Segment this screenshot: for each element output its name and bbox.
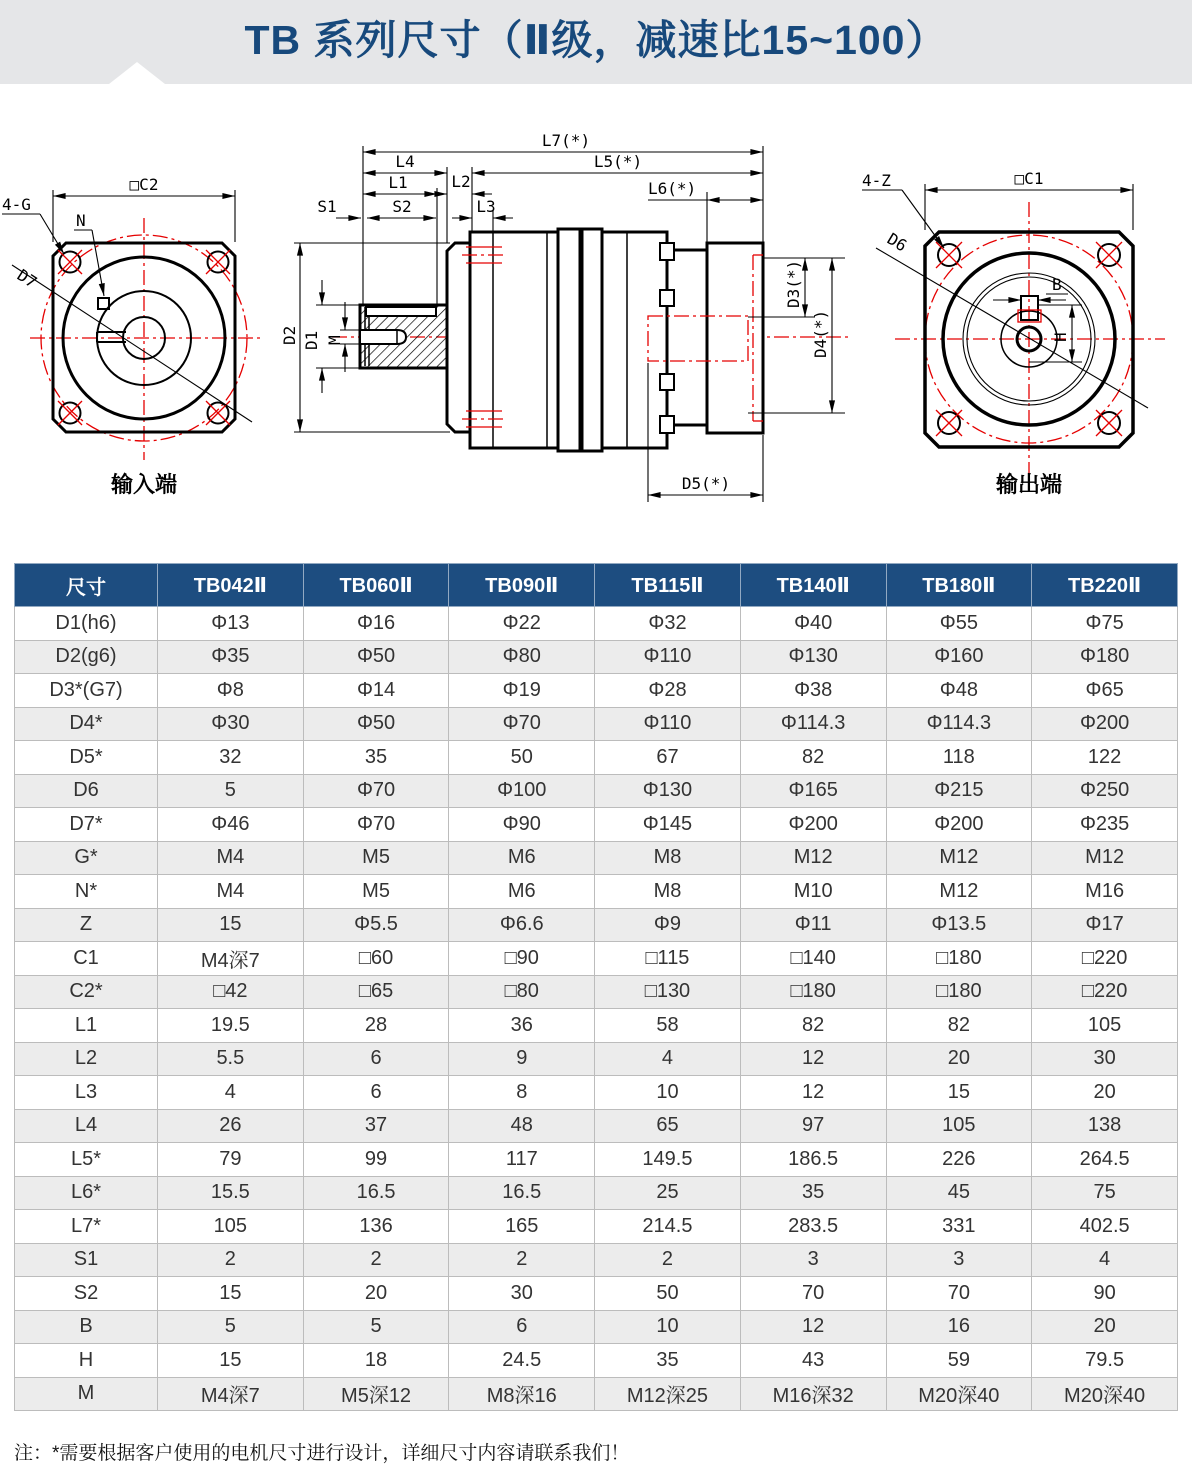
dim-value-cell: 2 bbox=[595, 1243, 741, 1277]
dim-value-cell: Φ5.5 bbox=[303, 908, 449, 942]
table-row bbox=[15, 1310, 1178, 1344]
table-row bbox=[15, 1042, 1178, 1076]
dim-label-cell: C1 bbox=[15, 942, 158, 976]
table-row bbox=[15, 1210, 1178, 1244]
dim-value-cell: □180 bbox=[740, 975, 886, 1009]
dim-label-cell: D3*(G7) bbox=[15, 674, 158, 708]
dim-value-cell: 16 bbox=[886, 1310, 1032, 1344]
dim-value-cell: 186.5 bbox=[740, 1143, 886, 1177]
dim-value-cell: □60 bbox=[303, 942, 449, 976]
dim-value-cell: 82 bbox=[740, 1009, 886, 1043]
dim-value-cell: 82 bbox=[740, 741, 886, 775]
dim-value-cell: M4深7 bbox=[158, 1377, 304, 1411]
output-cylinder bbox=[707, 243, 763, 433]
dim-value-cell: 105 bbox=[1032, 1009, 1178, 1043]
dim-value-cell: 36 bbox=[449, 1009, 595, 1043]
dim-label-cell: C2* bbox=[15, 975, 158, 1009]
dim-value-cell: Φ65 bbox=[1032, 674, 1178, 708]
table-row bbox=[15, 1143, 1178, 1177]
dim-value-cell: Φ32 bbox=[595, 607, 741, 641]
table-row bbox=[15, 875, 1178, 909]
table-row bbox=[15, 1009, 1178, 1043]
dim-value-cell: 105 bbox=[886, 1109, 1032, 1143]
dim-value-cell: Φ16 bbox=[303, 607, 449, 641]
table-row bbox=[15, 1076, 1178, 1110]
dim-label-cell: B bbox=[15, 1310, 158, 1344]
dim-value-cell: Φ17 bbox=[1032, 908, 1178, 942]
dim-value-cell: □220 bbox=[1032, 942, 1178, 976]
dim-value-cell: Φ160 bbox=[886, 640, 1032, 674]
table-row bbox=[15, 942, 1178, 976]
footnote: 注：*需要根据客户使用的电机尺寸进行设计，详细尺寸内容请联系我们！ bbox=[14, 1443, 630, 1464]
dim-value-cell: Φ30 bbox=[158, 707, 304, 741]
dim-value-cell: 10 bbox=[595, 1076, 741, 1110]
dim-label-cell: L6* bbox=[15, 1176, 158, 1210]
dim-value-cell: 5 bbox=[303, 1310, 449, 1344]
dim-label-cell: Z bbox=[15, 908, 158, 942]
l4-label: L4 bbox=[395, 152, 415, 171]
m-label: M bbox=[325, 335, 344, 345]
table-row bbox=[15, 640, 1178, 674]
dim-value-cell: Φ235 bbox=[1032, 808, 1178, 842]
d7-diagonal bbox=[12, 265, 252, 422]
dim-value-cell: 26 bbox=[158, 1109, 304, 1143]
dim-value-cell: 9 bbox=[449, 1042, 595, 1076]
shaft-bore bbox=[360, 330, 406, 344]
dim-value-cell: M6 bbox=[449, 875, 595, 909]
dim-value-cell: 12 bbox=[740, 1076, 886, 1110]
table-row bbox=[15, 1344, 1178, 1378]
dims-table bbox=[14, 563, 1178, 1411]
d2-label: D2 bbox=[280, 325, 299, 345]
dim-value-cell: 67 bbox=[595, 741, 741, 775]
dim-label-cell: D2(g6) bbox=[15, 640, 158, 674]
dim-value-cell: 15 bbox=[158, 1277, 304, 1311]
dim-value-cell: 3 bbox=[886, 1243, 1032, 1277]
dim-value-cell: 10 bbox=[595, 1310, 741, 1344]
dim-value-cell: □180 bbox=[886, 975, 1032, 1009]
dim-value-cell: Φ50 bbox=[303, 707, 449, 741]
dim-label-cell: D5* bbox=[15, 741, 158, 775]
dim-label-cell: D1(h6) bbox=[15, 607, 158, 641]
dim-value-cell: Φ55 bbox=[886, 607, 1032, 641]
model-column-header: TB060Ⅱ bbox=[303, 564, 449, 607]
b-label: B bbox=[1052, 275, 1062, 294]
dim-value-cell: 136 bbox=[303, 1210, 449, 1244]
table-row bbox=[15, 607, 1178, 641]
dim-value-cell: M8 bbox=[595, 841, 741, 875]
l7-label: L7(*) bbox=[541, 131, 591, 150]
dim-value-cell: 15 bbox=[886, 1076, 1032, 1110]
dim-value-cell: Φ130 bbox=[595, 774, 741, 808]
dim-value-cell: M16 bbox=[1032, 875, 1178, 909]
dim-value-cell: 15.5 bbox=[158, 1176, 304, 1210]
l2-label: L2 bbox=[451, 172, 471, 191]
dim-value-cell: M12 bbox=[886, 841, 1032, 875]
housing-band bbox=[558, 229, 580, 451]
dim-value-cell: 5.5 bbox=[158, 1042, 304, 1076]
dim-value-cell: Φ200 bbox=[886, 808, 1032, 842]
dim-value-cell: 32 bbox=[158, 741, 304, 775]
dim-value-cell: 5 bbox=[158, 774, 304, 808]
dim-value-cell: 25 bbox=[595, 1176, 741, 1210]
dim-value-cell: 15 bbox=[158, 1344, 304, 1378]
d5-label: D5(*) bbox=[681, 474, 731, 493]
dim-value-cell: □140 bbox=[740, 942, 886, 976]
dim-value-cell: Φ46 bbox=[158, 808, 304, 842]
dim-value-cell: Φ38 bbox=[740, 674, 886, 708]
dim-value-cell: 20 bbox=[1032, 1310, 1178, 1344]
dim-value-cell: 35 bbox=[740, 1176, 886, 1210]
dim-value-cell: Φ100 bbox=[449, 774, 595, 808]
dim-value-cell: Φ114.3 bbox=[740, 707, 886, 741]
title-band bbox=[0, 0, 1192, 84]
g-label: 4-G bbox=[2, 195, 31, 214]
table-row bbox=[15, 707, 1178, 741]
dim-label-cell: L4 bbox=[15, 1109, 158, 1143]
dim-value-cell: 20 bbox=[303, 1277, 449, 1311]
table-row bbox=[15, 741, 1178, 775]
table-row bbox=[15, 674, 1178, 708]
dim-value-cell: 18 bbox=[303, 1344, 449, 1378]
dim-value-cell: Φ70 bbox=[303, 774, 449, 808]
dim-value-cell: M12 bbox=[740, 841, 886, 875]
dim-value-cell: 65 bbox=[595, 1109, 741, 1143]
dim-value-cell: 20 bbox=[886, 1042, 1032, 1076]
dim-value-cell: 226 bbox=[886, 1143, 1032, 1177]
dim-value-cell: 50 bbox=[449, 741, 595, 775]
dim-value-cell: Φ14 bbox=[303, 674, 449, 708]
model-column-header: TB140Ⅱ bbox=[740, 564, 886, 607]
dim-label-cell: M bbox=[15, 1377, 158, 1411]
dim-value-cell: 5 bbox=[158, 1310, 304, 1344]
dim-value-cell: 28 bbox=[303, 1009, 449, 1043]
dim-label-cell: H bbox=[15, 1344, 158, 1378]
model-column-header: TB090Ⅱ bbox=[449, 564, 595, 607]
dim-value-cell: M4 bbox=[158, 841, 304, 875]
dim-value-cell: Φ11 bbox=[740, 908, 886, 942]
table-row bbox=[15, 1243, 1178, 1277]
housing-band bbox=[582, 229, 602, 451]
input-end-view bbox=[2, 175, 260, 497]
dim-value-cell: M4 bbox=[158, 875, 304, 909]
dim-value-cell: 50 bbox=[595, 1277, 741, 1311]
dim-value-cell: 12 bbox=[740, 1042, 886, 1076]
adapter-section bbox=[667, 250, 707, 425]
input-end-caption: 输入端 bbox=[110, 472, 178, 497]
dim-label-cell: L1 bbox=[15, 1009, 158, 1043]
dim-value-cell: 138 bbox=[1032, 1109, 1178, 1143]
dim-value-cell: □130 bbox=[595, 975, 741, 1009]
dim-value-cell: 75 bbox=[1032, 1176, 1178, 1210]
dim-label-cell: L3 bbox=[15, 1076, 158, 1110]
page-title: TB 系列尺寸（Ⅱ级，减速比15~100） bbox=[244, 17, 948, 63]
model-column-header: TB180Ⅱ bbox=[886, 564, 1032, 607]
dim-value-cell: M6 bbox=[449, 841, 595, 875]
dim-value-cell: 70 bbox=[740, 1277, 886, 1311]
dim-value-cell: 43 bbox=[740, 1344, 886, 1378]
table-row bbox=[15, 774, 1178, 808]
dim-label-cell: L2 bbox=[15, 1042, 158, 1076]
gearbox-drawing-svg bbox=[0, 130, 1192, 530]
dim-value-cell: 402.5 bbox=[1032, 1210, 1178, 1244]
technical-drawings bbox=[0, 130, 1192, 530]
dim-value-cell: 4 bbox=[158, 1076, 304, 1110]
dim-value-cell: 4 bbox=[595, 1042, 741, 1076]
dims-table-body bbox=[15, 607, 1178, 1411]
d1-label: D1 bbox=[302, 330, 321, 350]
model-column-header: TB042Ⅱ bbox=[158, 564, 304, 607]
dim-value-cell: 2 bbox=[303, 1243, 449, 1277]
table-row bbox=[15, 841, 1178, 875]
dim-value-cell: 6 bbox=[449, 1310, 595, 1344]
dim-value-cell: 4 bbox=[1032, 1243, 1178, 1277]
table-row bbox=[15, 1377, 1178, 1411]
dim-label-cell: S2 bbox=[15, 1277, 158, 1311]
table-row bbox=[15, 1176, 1178, 1210]
dim-value-cell: Φ110 bbox=[595, 640, 741, 674]
section-view bbox=[280, 131, 848, 502]
dim-value-cell: □65 bbox=[303, 975, 449, 1009]
table-row bbox=[15, 808, 1178, 842]
shaft-key-strip bbox=[366, 307, 436, 316]
dim-value-cell: 30 bbox=[449, 1277, 595, 1311]
dim-value-cell: 82 bbox=[886, 1009, 1032, 1043]
dim-value-cell: 24.5 bbox=[449, 1344, 595, 1378]
c1-label: □C1 bbox=[1014, 169, 1044, 188]
model-column-header: TB220Ⅱ bbox=[1032, 564, 1178, 607]
dim-value-cell: □42 bbox=[158, 975, 304, 1009]
dim-value-cell: 99 bbox=[303, 1143, 449, 1177]
dim-value-cell: Φ8 bbox=[158, 674, 304, 708]
dim-value-cell: 16.5 bbox=[449, 1176, 595, 1210]
dim-value-cell: M12深25 bbox=[595, 1377, 741, 1411]
motor-flange-plate bbox=[447, 243, 470, 432]
dim-value-cell: 15 bbox=[158, 908, 304, 942]
table-row bbox=[15, 975, 1178, 1009]
dim-label-cell: G* bbox=[15, 841, 158, 875]
dim-value-cell: □90 bbox=[449, 942, 595, 976]
dim-value-cell: Φ19 bbox=[449, 674, 595, 708]
dim-value-cell: 37 bbox=[303, 1109, 449, 1143]
band-notch bbox=[109, 62, 165, 84]
dim-value-cell: M5深12 bbox=[303, 1377, 449, 1411]
dim-value-cell: Φ70 bbox=[449, 707, 595, 741]
dim-value-cell: Φ40 bbox=[740, 607, 886, 641]
dim-value-cell: 149.5 bbox=[595, 1143, 741, 1177]
dim-value-cell: Φ90 bbox=[449, 808, 595, 842]
d4-label: D4(*) bbox=[811, 309, 830, 358]
dims-table-head-row bbox=[15, 564, 1178, 607]
dim-value-cell: 6 bbox=[303, 1042, 449, 1076]
dim-value-cell: Φ180 bbox=[1032, 640, 1178, 674]
dim-value-cell: Φ6.6 bbox=[449, 908, 595, 942]
dim-value-cell: 59 bbox=[886, 1344, 1032, 1378]
dim-label-cell: D7* bbox=[15, 808, 158, 842]
dim-value-cell: Φ35 bbox=[158, 640, 304, 674]
dim-label-cell: N* bbox=[15, 875, 158, 909]
dim-value-cell: Φ250 bbox=[1032, 774, 1178, 808]
dim-value-cell: 70 bbox=[886, 1277, 1032, 1311]
output-end-caption: 输出端 bbox=[995, 472, 1063, 497]
dim-value-cell: 2 bbox=[449, 1243, 595, 1277]
output-end-view bbox=[862, 169, 1165, 497]
s1-label: S1 bbox=[317, 197, 337, 216]
table-row bbox=[15, 908, 1178, 942]
dim-value-cell: 30 bbox=[1032, 1042, 1178, 1076]
dim-value-cell: Φ165 bbox=[740, 774, 886, 808]
dim-value-cell: 58 bbox=[595, 1009, 741, 1043]
dim-value-cell: M12 bbox=[1032, 841, 1178, 875]
dim-value-cell: 6 bbox=[303, 1076, 449, 1110]
n-label: N bbox=[76, 211, 86, 230]
s2-label: S2 bbox=[392, 197, 412, 216]
dim-value-cell: Φ145 bbox=[595, 808, 741, 842]
dim-value-cell: M5 bbox=[303, 841, 449, 875]
dim-value-cell: Φ28 bbox=[595, 674, 741, 708]
dim-value-cell: M8 bbox=[595, 875, 741, 909]
dim-value-cell: 45 bbox=[886, 1176, 1032, 1210]
dim-value-cell: M16深32 bbox=[740, 1377, 886, 1411]
dim-label-cell: L7* bbox=[15, 1210, 158, 1244]
dim-value-cell: Φ13 bbox=[158, 607, 304, 641]
dim-value-cell: Φ80 bbox=[449, 640, 595, 674]
dim-value-cell: 214.5 bbox=[595, 1210, 741, 1244]
l6-label: L6(*) bbox=[648, 179, 697, 198]
dim-value-cell: Φ200 bbox=[1032, 707, 1178, 741]
c2-label: □C2 bbox=[129, 175, 159, 194]
dim-label-cell: D6 bbox=[15, 774, 158, 808]
l5-label: L5(*) bbox=[593, 152, 643, 171]
dim-value-cell: Φ70 bbox=[303, 808, 449, 842]
dim-label-cell: L5* bbox=[15, 1143, 158, 1177]
dim-value-cell: 117 bbox=[449, 1143, 595, 1177]
dim-value-cell: M5 bbox=[303, 875, 449, 909]
dim-value-cell: 20 bbox=[1032, 1076, 1178, 1110]
dim-value-cell: 2 bbox=[158, 1243, 304, 1277]
dim-value-cell: Φ75 bbox=[1032, 607, 1178, 641]
dim-value-cell: 19.5 bbox=[158, 1009, 304, 1043]
dim-value-cell: M20深40 bbox=[886, 1377, 1032, 1411]
dim-value-cell: Φ9 bbox=[595, 908, 741, 942]
dim-value-cell: Φ22 bbox=[449, 607, 595, 641]
dim-value-cell: 16.5 bbox=[303, 1176, 449, 1210]
dim-value-cell: Φ200 bbox=[740, 808, 886, 842]
dim-value-cell: 118 bbox=[886, 741, 1032, 775]
dim-value-cell: M10 bbox=[740, 875, 886, 909]
l1-label: L1 bbox=[388, 173, 408, 192]
dim-value-cell: 105 bbox=[158, 1210, 304, 1244]
dim-value-cell: □220 bbox=[1032, 975, 1178, 1009]
dim-label-cell: S1 bbox=[15, 1243, 158, 1277]
dim-value-cell: 35 bbox=[303, 741, 449, 775]
dim-value-cell: Φ110 bbox=[595, 707, 741, 741]
dim-value-cell: □180 bbox=[886, 942, 1032, 976]
d6-diagonal bbox=[876, 248, 1148, 408]
dim-value-cell: 3 bbox=[740, 1243, 886, 1277]
dim-value-cell: 79 bbox=[158, 1143, 304, 1177]
table-row bbox=[15, 1277, 1178, 1311]
z-label: 4-Z bbox=[862, 171, 891, 190]
d7-label: D7 bbox=[13, 265, 41, 292]
dim-value-cell: Φ50 bbox=[303, 640, 449, 674]
d6-label: D6 bbox=[883, 229, 911, 256]
dim-value-cell: 79.5 bbox=[1032, 1344, 1178, 1378]
table-row bbox=[15, 1109, 1178, 1143]
dim-value-cell: M12 bbox=[886, 875, 1032, 909]
dim-value-cell: M4深7 bbox=[158, 942, 304, 976]
dim-value-cell: Φ48 bbox=[886, 674, 1032, 708]
dim-value-cell: M8深16 bbox=[449, 1377, 595, 1411]
d3-label: D3(*) bbox=[784, 259, 803, 308]
dim-value-cell: Φ114.3 bbox=[886, 707, 1032, 741]
dim-value-cell: Φ13.5 bbox=[886, 908, 1032, 942]
dim-value-cell: □115 bbox=[595, 942, 741, 976]
dim-value-cell: Φ130 bbox=[740, 640, 886, 674]
dim-value-cell: 35 bbox=[595, 1344, 741, 1378]
dim-value-cell: 165 bbox=[449, 1210, 595, 1244]
dim-value-cell: Φ215 bbox=[886, 774, 1032, 808]
dim-value-cell: 97 bbox=[740, 1109, 886, 1143]
dim-value-cell: 283.5 bbox=[740, 1210, 886, 1244]
dim-value-cell: 264.5 bbox=[1032, 1143, 1178, 1177]
dim-column-header: 尺寸 bbox=[15, 564, 158, 607]
dim-value-cell: 12 bbox=[740, 1310, 886, 1344]
dim-value-cell: 90 bbox=[1032, 1277, 1178, 1311]
dim-value-cell: 48 bbox=[449, 1109, 595, 1143]
dim-value-cell: M20深40 bbox=[1032, 1377, 1178, 1411]
l3-label: L3 bbox=[476, 197, 496, 216]
dim-value-cell: 8 bbox=[449, 1076, 595, 1110]
dim-label-cell: D4* bbox=[15, 707, 158, 741]
model-column-header: TB115Ⅱ bbox=[595, 564, 741, 607]
dim-value-cell: □80 bbox=[449, 975, 595, 1009]
h-label: H bbox=[1051, 332, 1070, 342]
dim-value-cell: 331 bbox=[886, 1210, 1032, 1244]
dim-value-cell: 122 bbox=[1032, 741, 1178, 775]
